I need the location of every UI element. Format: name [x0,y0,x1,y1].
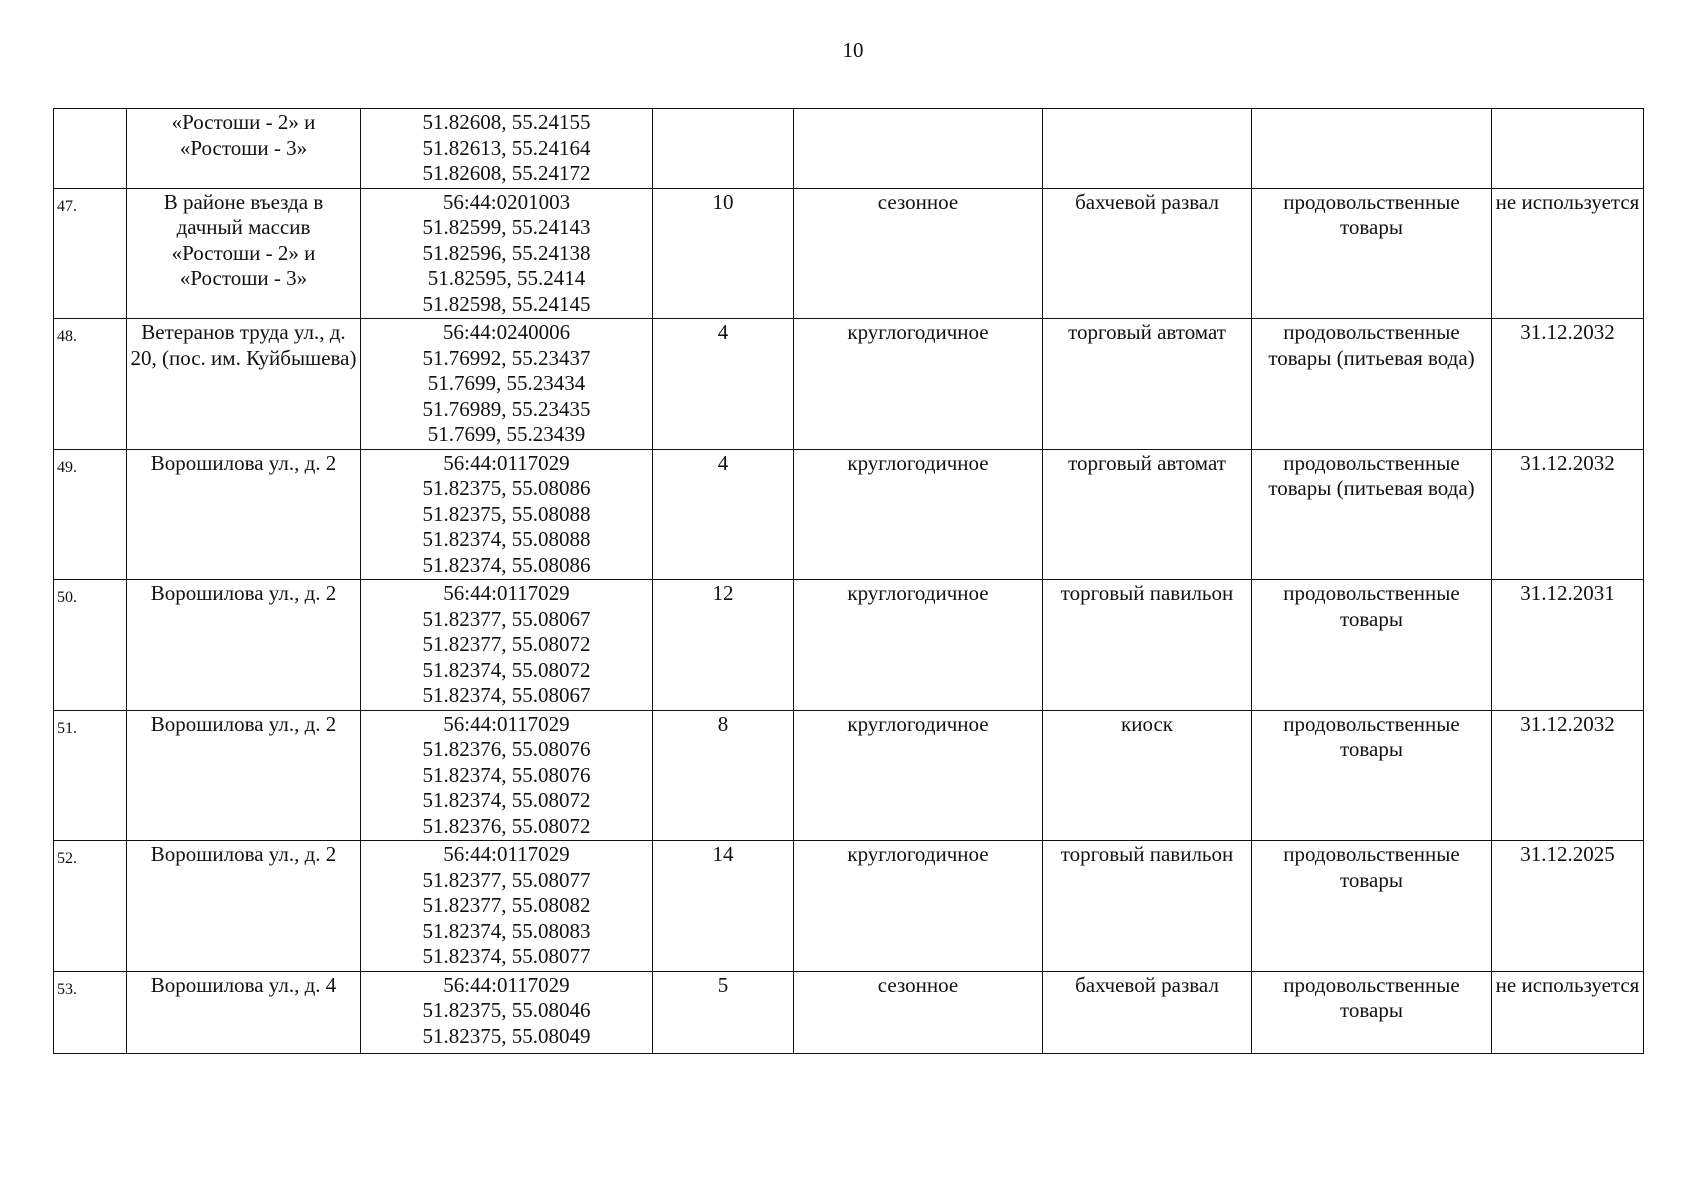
coordinate-line: 56:44:0117029 [443,450,570,475]
object-type-cell [1043,841,1252,972]
goods-cell [1252,841,1492,972]
coordinate-line: 51.76989, 55.23435 [422,396,591,421]
row-number [54,109,127,189]
address-cell [127,841,361,972]
address-cell [127,449,361,580]
object-type-cell-text: киоск [1121,711,1173,736]
valid-until-cell-text: не используется [1495,972,1640,997]
period-cell [794,109,1043,189]
valid-until-cell-text: 31.12.2032 [1520,711,1615,736]
page-number: 10 [842,38,864,62]
row-number [54,971,127,1053]
valid-until-cell-text: 31.12.2032 [1520,320,1615,344]
period-cell-text: круглогодичное [847,842,989,866]
object-type-cell-text: бахчевой развал [1075,972,1219,997]
coordinate-line: 51.82374, 55.08076 [422,762,591,787]
goods-cell-text: продовольственные товары [1283,581,1460,631]
object-type-cell [1043,971,1252,1053]
area-cell [653,710,794,841]
coordinates-cell [361,109,653,189]
coordinate-line: 51.82613, 55.24164 [422,135,591,160]
row-number [54,449,127,580]
coordinates-cell [361,449,653,580]
period-cell [794,449,1043,580]
coordinate-line: 51.82599, 55.24143 [422,215,591,239]
goods-cell-text: продовольственные товары (питьевая вода) [1268,320,1475,370]
coordinate-line: 51.82374, 55.08077 [422,944,591,968]
coordinates-cell [361,971,653,1053]
period-cell-text: сезонное [877,972,959,997]
address-cell-text: Ворошилова ул., д. 2 [150,842,337,866]
area-cell-text: 8 [717,711,729,736]
coordinates-cell [361,841,653,972]
row-number-text: 48. [57,328,77,345]
row-number-text: 47. [57,197,77,215]
coordinate-line: 51.82608, 55.24155 [422,110,591,134]
period-cell [794,580,1043,711]
coordinate-line: 51.82374, 55.08083 [422,918,591,943]
period-cell [794,319,1043,450]
area-cell-text: 12 [712,581,734,605]
coordinate-line: 51.82377, 55.08077 [422,867,591,892]
area-cell [653,841,794,972]
coordinate-line: 51.82377, 55.08067 [422,606,591,631]
goods-cell-text: продовольственные товары [1283,189,1460,239]
object-type-cell-text: торговый автомат [1068,320,1226,344]
coordinate-line: 51.82375, 55.08049 [422,1023,591,1048]
valid-until-cell-text: 31.12.2025 [1520,842,1615,866]
goods-cell-text: продовольственные товары [1283,711,1460,761]
address-cell-text: В районе въезда в дачный массив «Ростоши - 2» и «Ростоши - 3» [163,189,324,290]
goods-cell [1252,188,1492,319]
table-row [54,188,1644,319]
coordinate-line: 51.82374, 55.08086 [422,552,591,577]
valid-until-cell-text: 31.12.2032 [1520,450,1615,475]
period-cell [794,710,1043,841]
object-type-cell-text: торговый павильон [1060,581,1234,605]
table-row [54,109,1644,189]
goods-cell [1252,580,1492,711]
goods-cell-text: продовольственные товары [1283,972,1460,1022]
coordinate-line: 51.82374, 55.08067 [422,683,591,707]
row-number [54,319,127,450]
valid-until-cell [1492,109,1644,189]
area-cell [653,319,794,450]
coordinate-line: 56:44:0201003 [442,189,571,214]
object-type-cell [1043,109,1252,189]
coordinate-line: 51.76992, 55.23437 [422,345,591,370]
row-number-text: 51. [57,719,77,737]
period-cell-text: круглогодичное [847,711,989,736]
coordinate-line: 56:44:0117029 [443,842,570,866]
valid-until-cell [1492,319,1644,450]
address-cell-text: «Ростоши - 2» и «Ростоши - 3» [171,110,316,160]
coordinate-line: 51.82376, 55.08076 [422,737,591,761]
object-type-cell [1043,710,1252,841]
coordinate-line: 51.7699, 55.23439 [427,422,586,446]
coordinate-line: 56:44:0117029 [443,711,570,736]
coordinate-line: 51.7699, 55.23434 [427,371,586,395]
row-number [54,710,127,841]
area-cell-text: 4 [717,320,729,344]
coordinate-line: 56:44:0117029 [443,972,570,997]
row-number-text: 53. [57,980,77,998]
coordinate-line: 51.82375, 55.08086 [422,476,591,500]
goods-cell [1252,449,1492,580]
table-row [54,710,1644,841]
row-number [54,188,127,319]
goods-cell [1252,971,1492,1053]
coordinate-line: 51.82596, 55.24138 [422,240,591,265]
table-row [54,841,1644,972]
address-cell-text: Ворошилова ул., д. 2 [150,711,337,736]
address-cell-text: Ворошилова ул., д. 4 [150,972,337,997]
address-cell [127,319,361,450]
area-cell [653,580,794,711]
row-number-text: 49. [57,458,77,476]
area-cell [653,449,794,580]
goods-cell [1252,710,1492,841]
coordinate-line: 51.82376, 55.08072 [422,813,591,838]
object-type-cell [1043,449,1252,580]
coordinate-line: 51.82608, 55.24172 [422,161,591,185]
address-cell [127,109,361,189]
coordinates-cell [361,580,653,711]
coordinate-line: 51.82374, 55.08088 [422,527,591,551]
valid-until-cell [1492,449,1644,580]
valid-until-cell [1492,971,1644,1053]
valid-until-cell [1492,580,1644,711]
address-cell [127,971,361,1053]
area-cell-text: 4 [717,450,729,475]
coordinate-line: 51.82377, 55.08072 [422,632,591,656]
period-cell-text: сезонное [877,189,959,214]
period-cell [794,971,1043,1053]
placement-table [53,108,1644,1054]
area-cell-text: 14 [712,842,734,866]
address-cell [127,188,361,319]
period-cell-text: круглогодичное [847,450,989,475]
table-row [54,580,1644,711]
object-type-cell-text: торговый павильон [1060,842,1234,866]
address-cell-text: Ветеранов труда ул., д. 20, (пос. им. Куйбышева) [130,320,357,370]
object-type-cell [1043,580,1252,711]
valid-until-cell-text: 31.12.2031 [1520,581,1615,605]
period-cell [794,188,1043,319]
goods-cell [1252,319,1492,450]
period-cell [794,841,1043,972]
valid-until-cell [1492,188,1644,319]
table-row [54,319,1644,450]
coordinate-line: 51.82374, 55.08072 [422,657,591,682]
valid-until-cell-text: не используется [1495,189,1640,214]
coordinates-cell [361,188,653,319]
address-cell [127,580,361,711]
area-cell [653,188,794,319]
address-cell-text: Ворошилова ул., д. 2 [150,450,337,475]
table-row [54,449,1644,580]
coordinate-line: 51.82595, 55.2414 [427,266,586,290]
address-cell-text: Ворошилова ул., д. 2 [150,581,337,605]
area-cell [653,971,794,1053]
address-cell [127,710,361,841]
object-type-cell [1043,188,1252,319]
coordinate-line: 56:44:0240006 [442,320,571,344]
coordinates-cell [361,710,653,841]
period-cell-text: круглогодичное [847,320,989,344]
coordinate-line: 51.82375, 55.08046 [422,998,591,1022]
coordinates-cell [361,319,653,450]
object-type-cell-text: бахчевой развал [1075,189,1219,214]
object-type-cell [1043,319,1252,450]
coordinate-line: 51.82377, 55.08082 [422,893,591,917]
area-cell-text: 10 [712,189,734,214]
goods-cell [1252,109,1492,189]
valid-until-cell [1492,710,1644,841]
coordinate-line: 51.82598, 55.24145 [422,291,591,316]
area-cell [653,109,794,189]
coordinate-line: 56:44:0117029 [443,581,570,605]
row-number-text: 50. [57,589,77,606]
coordinate-line: 51.82375, 55.08088 [422,501,591,526]
row-number [54,580,127,711]
area-cell-text: 5 [717,972,729,997]
period-cell-text: круглогодичное [847,581,989,605]
row-number-text: 52. [57,850,77,867]
coordinate-line: 51.82374, 55.08072 [422,788,591,812]
row-number [54,841,127,972]
object-type-cell-text: торговый автомат [1068,450,1226,475]
goods-cell-text: продовольственные товары [1283,842,1460,892]
goods-cell-text: продовольственные товары (питьевая вода) [1268,450,1475,500]
valid-until-cell [1492,841,1644,972]
table-row [54,971,1644,1053]
